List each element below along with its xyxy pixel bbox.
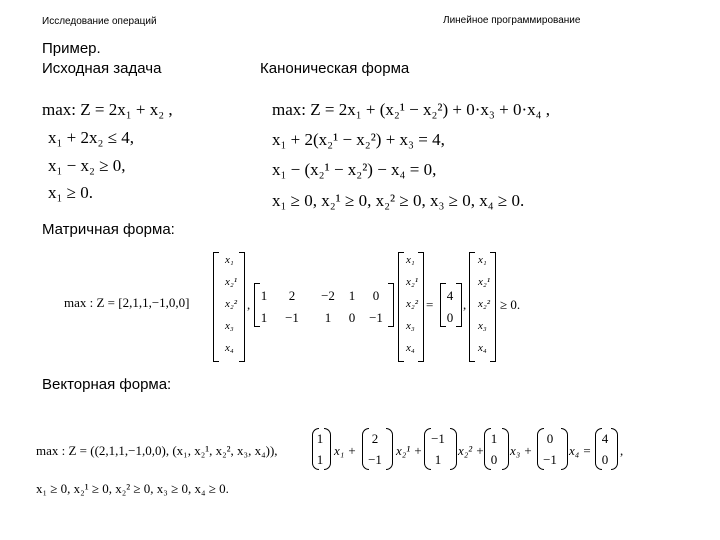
canonical-line-4: x₁ ≥ 0, x₂¹ ≥ 0, x₂² ≥ 0, x₃ ≥ 0, x₄ ≥ 0. (272, 191, 525, 210)
var-cell: x₁ (478, 254, 487, 266)
matrix-cell: −1 (369, 310, 383, 325)
var-cell: x₁ (225, 254, 234, 266)
rhs-right-paren (611, 428, 618, 470)
canonical-line-3: x₁ − (x₂¹ − x₂²) − x₄ = 0, (272, 160, 437, 179)
col-right-paren (324, 428, 331, 470)
matrix-cell: −1 (285, 310, 299, 325)
var-cell: x₄ (406, 342, 415, 354)
canonical-label: Каноническая форма (260, 60, 410, 77)
col-cell: 2 (371, 431, 379, 446)
matrix-cell: 0 (372, 288, 380, 303)
col-cell: −1 (368, 452, 382, 467)
var-cell: x₃ (406, 320, 415, 332)
col-var: x₄ = (569, 443, 592, 458)
example-heading: Пример. (42, 40, 101, 57)
col-cell: 1 (490, 431, 498, 446)
matrix-nonneg: ≥ 0. (500, 297, 521, 312)
matrix-label: Матричная форма: (42, 221, 175, 238)
vector-constraints: x₁ ≥ 0, x₂¹ ≥ 0, x₂² ≥ 0, x₃ ≥ 0, x₄ ≥ 0. (36, 481, 229, 496)
canonical-line-2: x₁ + 2(x₂¹ − x₂²) + x₃ = 4, (272, 130, 445, 149)
col-right-paren (561, 428, 568, 470)
col-cell: −1 (543, 452, 557, 467)
header-right: Линейное программирование (443, 15, 581, 26)
b-cell: 0 (446, 310, 454, 325)
matrix-cell: −2 (321, 288, 335, 303)
rhs-cell: 0 (601, 452, 609, 467)
matrix-cell: 2 (288, 288, 296, 303)
var-cell: x₃ (478, 320, 487, 332)
var-cell: x₃ (225, 320, 234, 332)
matrix-objective: max : Z = [2,1,1,−1,0,0] (64, 295, 190, 310)
original-line-2: x₁ + 2x₂ ≤ 4, (48, 128, 135, 147)
original-line-4: x₁ ≥ 0. (48, 183, 94, 202)
col-cell: 1 (316, 452, 324, 467)
var-cell: x₂¹ (406, 276, 419, 288)
col-right-paren (386, 428, 393, 470)
var-cell: x₂² (478, 298, 491, 310)
matrix-cell: 1 (260, 310, 268, 325)
var-cell: x₂¹ (225, 276, 238, 288)
original-label: Исходная задача (42, 60, 162, 77)
vector-objective: max : Z = ((2,1,1,−1,0,0), (x₁, x₂¹, x₂², x₃, x₄)), (36, 443, 278, 458)
b-cell: 4 (446, 288, 454, 303)
original-line-3: x₁ − x₂ ≥ 0, (48, 156, 126, 175)
col-var: x₁ + (334, 443, 357, 458)
col-cell: 1 (316, 431, 324, 446)
header-left: Исследование операций (42, 16, 157, 27)
matrix-cell: 0 (348, 310, 356, 325)
var-cell: x₄ (478, 342, 487, 354)
var-cell: x₂² (225, 298, 238, 310)
rhs-cell: 4 (601, 431, 609, 446)
var-cell: x₂² (406, 298, 419, 310)
col-var: x₃ + (510, 443, 533, 458)
vector-right-bracket (239, 252, 245, 362)
col-cell: 0 (490, 452, 498, 467)
original-line-1: max: Z = 2x₁ + x₂ , (42, 100, 173, 119)
vector-left-bracket (469, 252, 475, 362)
vector-right-bracket (418, 252, 424, 362)
col-var: x₂¹ + (396, 443, 423, 458)
col-cell: −1 (431, 431, 445, 446)
matrix-right-bracket (388, 283, 394, 327)
b-right-bracket (456, 283, 462, 327)
col-cell: 0 (546, 431, 554, 446)
col-var: x₂² + (458, 443, 485, 458)
matrix-cell: 1 (260, 288, 268, 303)
vector-right-bracket (490, 252, 496, 362)
col-cell: 1 (434, 452, 442, 467)
matrix-cell: 1 (348, 288, 356, 303)
canonical-line-1: max: Z = 2x₁ + (x₂¹ − x₂²) + 0·x₃ + 0·x₄ , (272, 100, 551, 119)
vector-left-bracket (398, 252, 404, 362)
var-cell: x₂¹ (478, 276, 491, 288)
col-right-paren (450, 428, 457, 470)
vector-label: Векторная форма: (42, 376, 172, 393)
col-right-paren (502, 428, 509, 470)
matrix-cell: 1 (324, 310, 332, 325)
vector-left-bracket (213, 252, 219, 362)
var-cell: x₄ (225, 342, 234, 354)
var-cell: x₁ (406, 254, 415, 266)
